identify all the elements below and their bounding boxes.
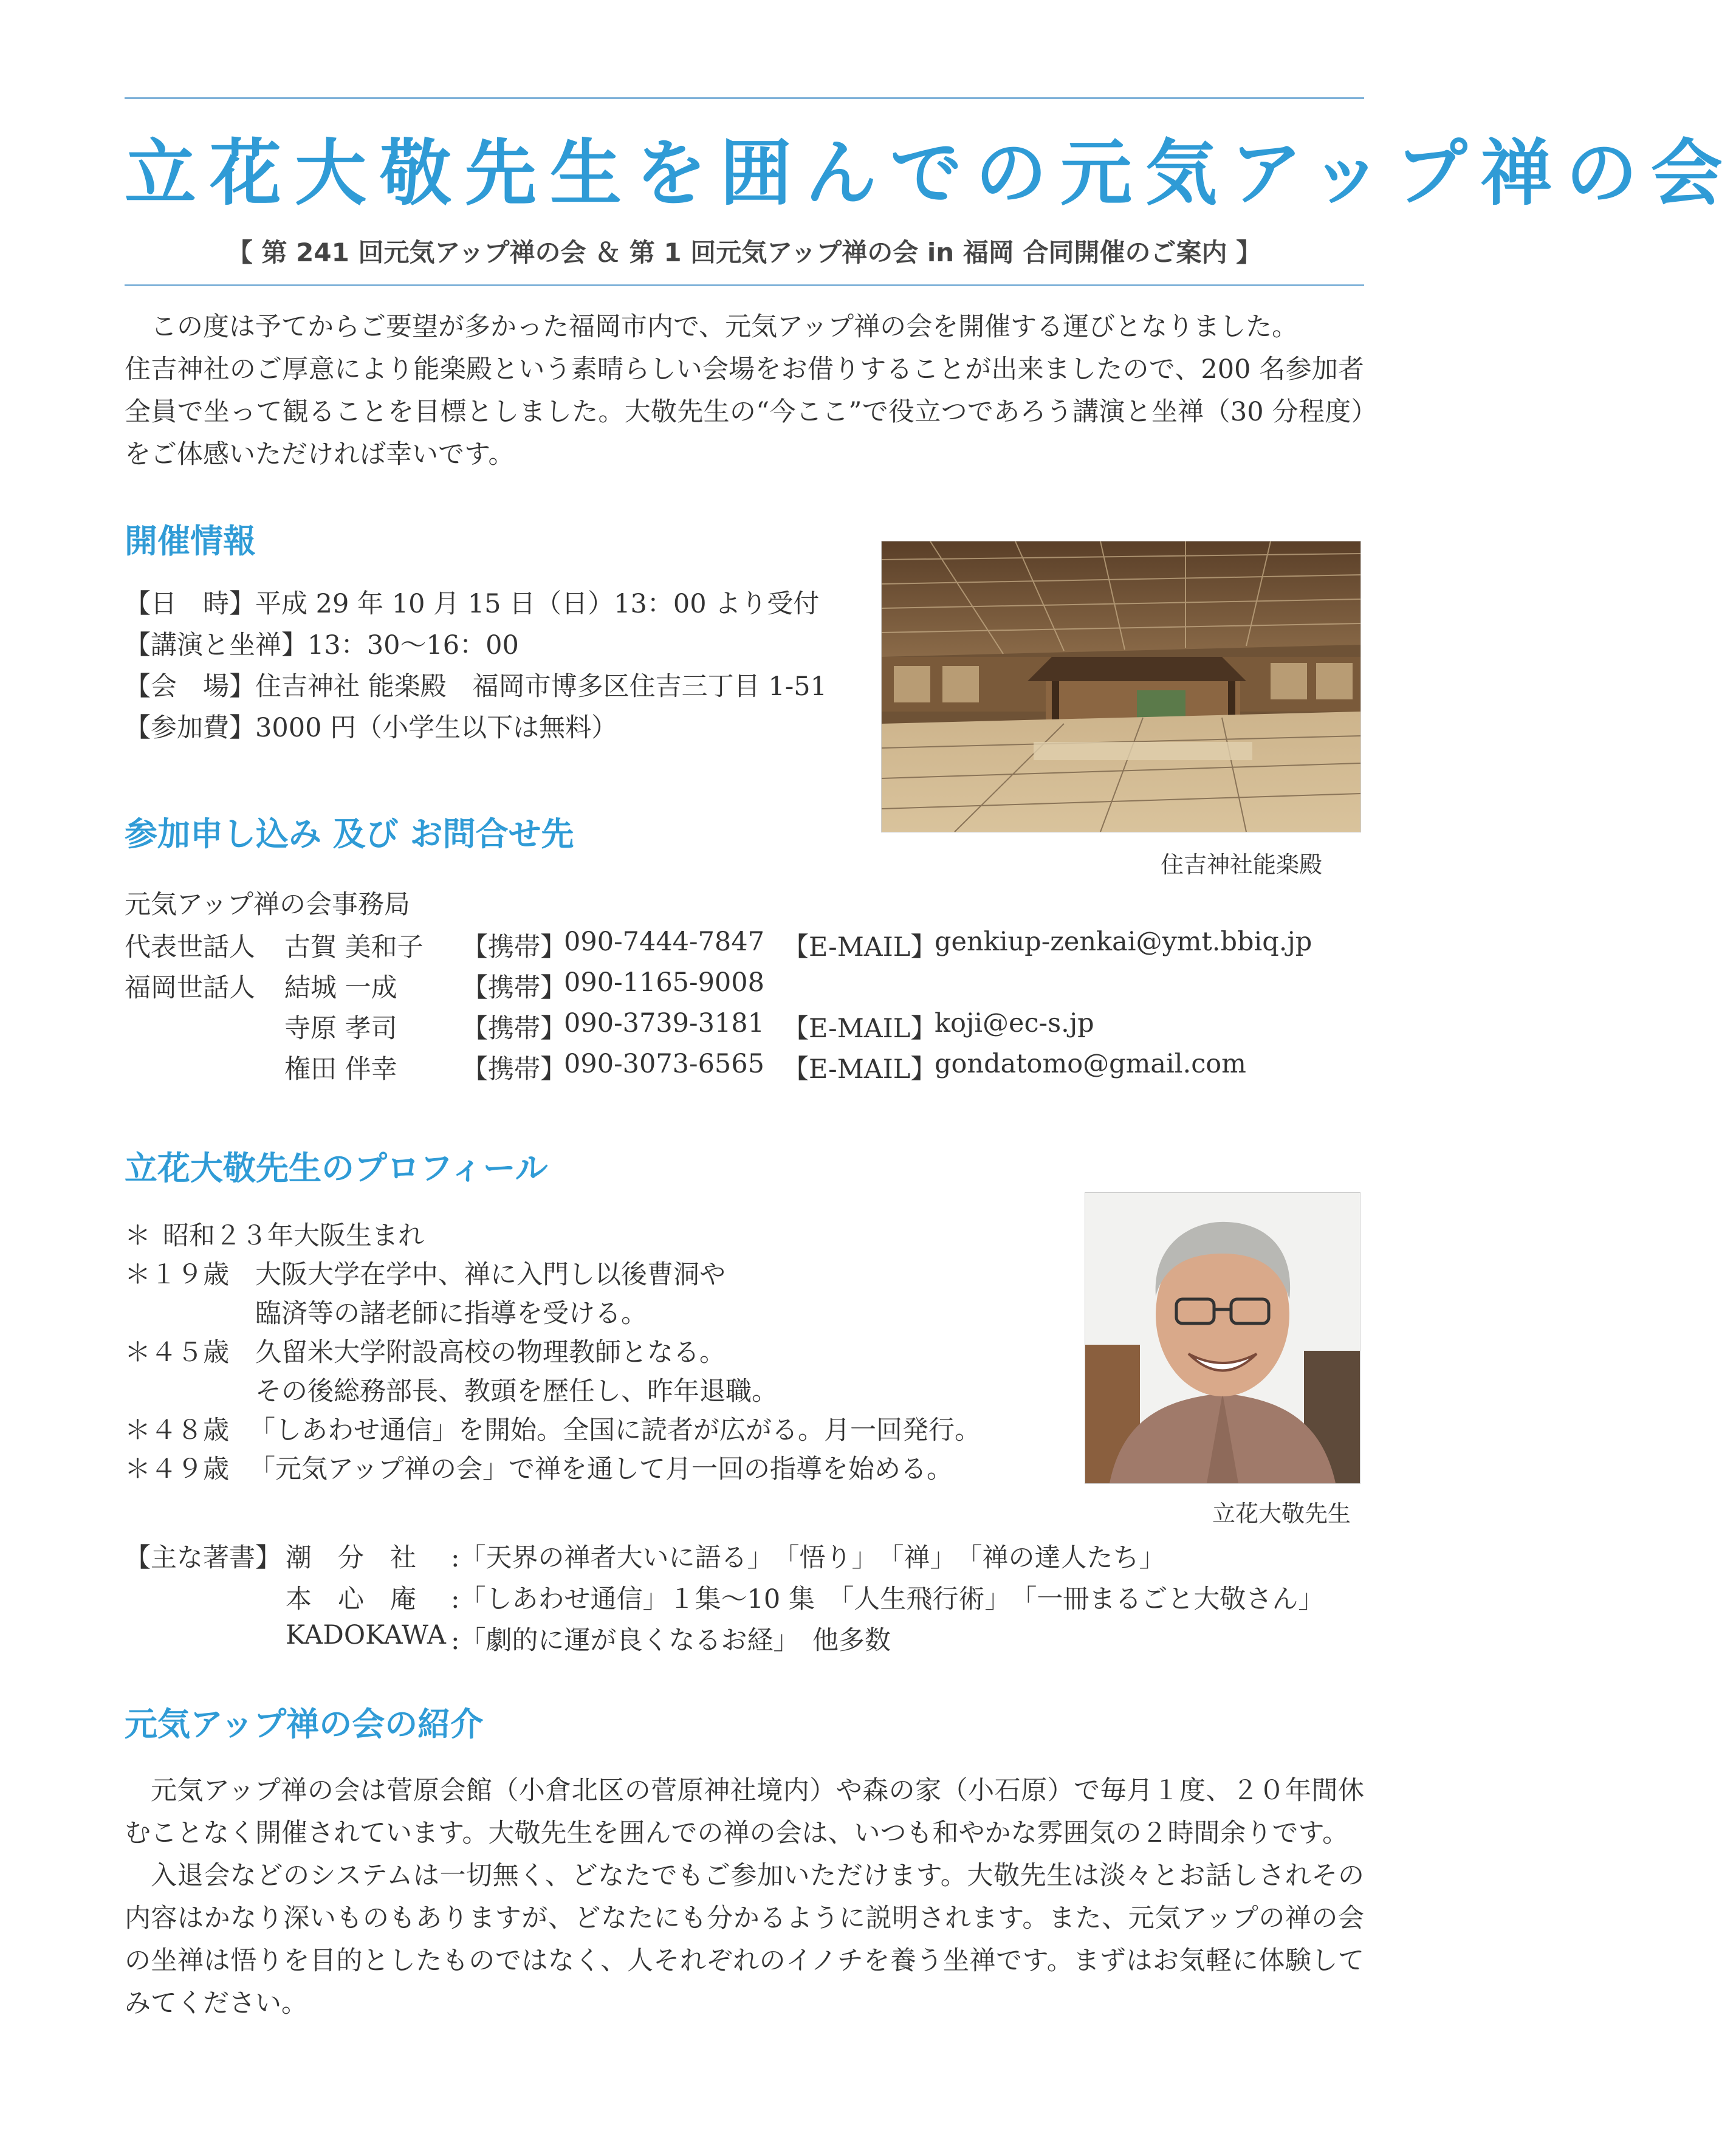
book-titles: :「しあわせ通信」１集〜10 集 「人生飛行術」 「一冊まるごと大敬さん」 xyxy=(451,1584,1325,1615)
profile-age: １９歳 xyxy=(151,1260,229,1290)
profile-age: ４８歳 xyxy=(151,1415,229,1446)
noh-stage-image xyxy=(882,541,1360,832)
contact-name: 古賀 美和子 xyxy=(284,932,424,963)
event-row-lecture xyxy=(125,625,827,666)
event-label: 【会 場】 xyxy=(125,671,255,702)
book-publisher: 本 心 庵 xyxy=(286,1584,416,1615)
about-paragraph-1: 元気アップ禅の会は菅原会館（小倉北区の菅原神社境内）や森の家（小石原）で毎月１度、２０年間休むことなく開催されています。大敬先生を囲んでの禅の会は、いつも和やかな雰囲気の２時間余りです。 xyxy=(125,1776,1364,1848)
contact-office: 元気アップ禅の会事務局 xyxy=(125,890,410,920)
profile-text: 昭和２３年大阪生まれ xyxy=(163,1221,424,1251)
profile-bullet: ＊ xyxy=(125,1260,151,1290)
profile-text: 大阪大学在学中、禅に入門し以後曹洞や xyxy=(255,1260,726,1290)
phone-number: 090-3739-3181 xyxy=(564,1008,764,1038)
profile-text: その後総務部長、教頭を歴任し、昨年退職。 xyxy=(255,1376,778,1407)
contact-role: 福岡世話人 xyxy=(125,973,255,1003)
portrait-caption: 立花大敬先生 xyxy=(1212,1500,1351,1527)
email-address[interactable]: genkiup-zenkai@ymt.bbiq.jp xyxy=(935,927,1312,957)
portrait-photo xyxy=(1085,1192,1360,1484)
phone-number: 090-7444-7847 xyxy=(564,927,764,957)
email-label: 【E-MAIL】 xyxy=(783,1014,937,1044)
profile-bullet: ＊ xyxy=(125,1454,151,1484)
noh-stage-photo xyxy=(881,541,1361,832)
profile-text: 臨済等の諸老師に指導を受ける。 xyxy=(255,1299,647,1329)
email-address[interactable]: koji@ec-s.jp xyxy=(935,1008,1094,1038)
header-bottom-rule xyxy=(125,284,1364,286)
profile-text: 「元気アップ禅の会」で禅を通して月一回の指導を始める。 xyxy=(249,1454,953,1484)
book-publisher: KADOKAWA xyxy=(286,1620,446,1650)
event-row-venue xyxy=(125,666,827,707)
event-value: 住吉神社 能楽殿 福岡市博多区住吉三丁目 1-51 xyxy=(255,671,827,702)
portrait-image xyxy=(1085,1193,1360,1483)
contact-heading: 参加申し込み 及び お問合せ先 xyxy=(125,815,574,853)
event-value: 3000 円（小学生以下は無料） xyxy=(255,713,618,743)
phone-label: 【携帯】 xyxy=(462,1014,566,1044)
email-address[interactable]: gondatomo@gmail.com xyxy=(935,1049,1246,1079)
book-titles: :「天界の禅者大いに語る」 「悟り」 「禅」 「禅の達人たち」 xyxy=(451,1543,1165,1573)
phone-number: 090-3073-6565 xyxy=(564,1049,764,1079)
email-label: 【E-MAIL】 xyxy=(783,932,937,963)
phone-label: 【携帯】 xyxy=(462,973,566,1003)
contact-name: 結城 一成 xyxy=(284,973,397,1003)
event-heading: 開催情報 xyxy=(125,522,256,560)
page-title: 立花大敬先生を囲んでの元気アップ禅の会 xyxy=(125,131,1736,215)
page-subtitle: 【 第 241 回元気アップ禅の会 ＆ 第 1 回元気アップ禅の会 in 福岡 合同開催のご案内 】 xyxy=(227,238,1262,267)
event-value: 13：30〜16：00 xyxy=(307,630,519,661)
about-paragraph-2: 入退会などのシステムは一切無く、どなたでもご参加いただけます。大敬先生は淡々とお話しされその内容はかなり深いものもありますが、どなたにも分かるように説明されます。また、元気アップの禅の会の坐禅は悟りを目的としたものではなく、人それぞれのイノチを養う坐禅です。まずはお気軽に体験してみてください。 xyxy=(125,1861,1364,2019)
event-row-datetime xyxy=(125,583,827,625)
books-label: 【主な著書】 xyxy=(125,1543,281,1573)
profile-text: 久留米大学附設高校の物理教師となる。 xyxy=(255,1337,726,1368)
top-rule xyxy=(125,97,1364,99)
profile-bullet: ＊ xyxy=(125,1415,151,1446)
profile-heading: 立花大敬先生のプロフィール xyxy=(125,1149,548,1187)
event-row-fee xyxy=(125,707,827,749)
intro-paragraph-1: この度は予てからご要望が多かった福岡市内で、元気アップ禅の会を開催する運びとなりました。 xyxy=(151,312,1299,342)
intro-paragraph-2: 住吉神社のご厚意により能楽殿という素晴らしい会場をお借りすることが出来ましたので、200 名参加者全員で坐って観ることを目標としました。大敬先生の“今ここ”で役立つであろう講演と坐禅（30 分程度）をご体感いただければ幸いです。 xyxy=(125,354,1364,470)
contact-name: 寺原 孝司 xyxy=(284,1014,397,1044)
event-value: 平成 29 年 10 月 15 日（日）13：00 より受付 xyxy=(255,589,820,619)
phone-label: 【携帯】 xyxy=(462,1054,566,1085)
about-heading: 元気アップ禅の会の紹介 xyxy=(125,1705,484,1743)
event-label: 【参加費】 xyxy=(125,713,255,743)
email-label: 【E-MAIL】 xyxy=(783,1054,937,1085)
contact-role: 代表世話人 xyxy=(125,932,255,963)
book-titles: :「劇的に運が良くなるお経」 他多数 xyxy=(451,1625,891,1656)
event-info xyxy=(125,583,827,749)
profile-bullet: ＊ xyxy=(125,1221,151,1251)
profile-text: 「しあわせ通信」を開始。全国に読者が広がる。月一回発行。 xyxy=(249,1415,981,1446)
book-publisher: 潮 分 社 xyxy=(286,1543,416,1573)
profile-bullet: ＊ xyxy=(125,1337,151,1368)
about-text xyxy=(125,1769,1364,2025)
contact-name: 権田 伴幸 xyxy=(284,1054,397,1085)
profile-age: ４９歳 xyxy=(151,1454,229,1484)
phone-label: 【携帯】 xyxy=(462,932,566,963)
intro-text xyxy=(125,306,1364,476)
event-label: 【日 時】 xyxy=(125,589,255,619)
profile-age: ４５歳 xyxy=(151,1337,229,1368)
noh-stage-caption: 住吉神社能楽殿 xyxy=(1161,851,1323,878)
event-label: 【講演と坐禅】 xyxy=(125,630,307,661)
phone-number: 090-1165-9008 xyxy=(564,967,764,998)
